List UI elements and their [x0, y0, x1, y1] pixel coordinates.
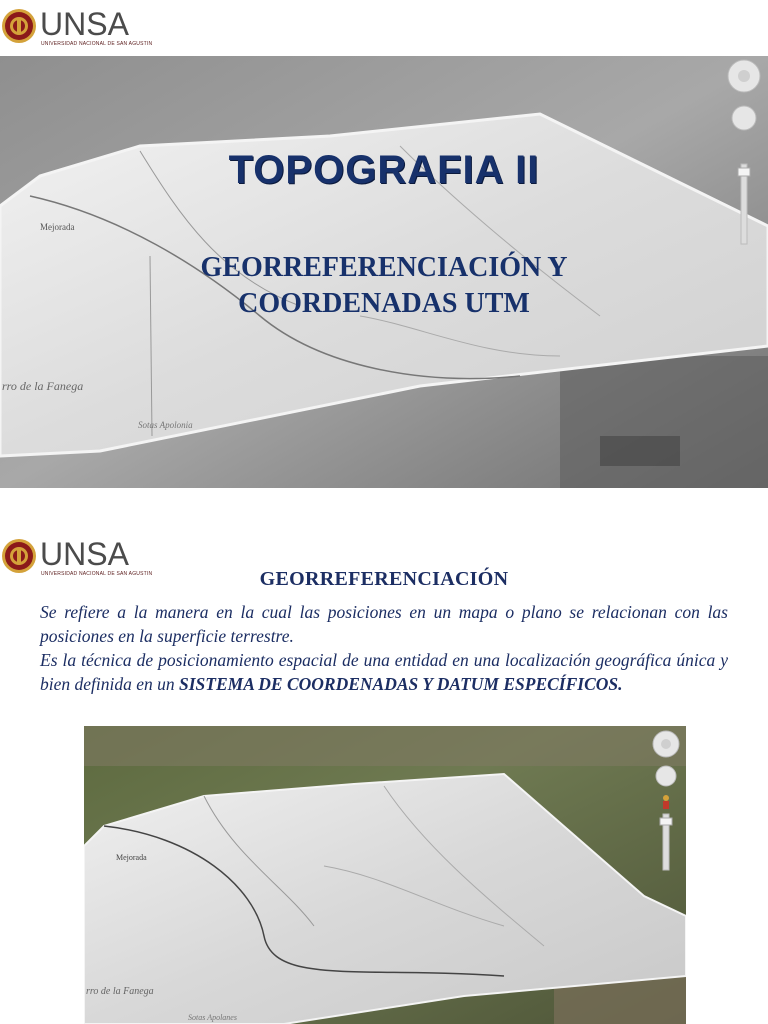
map-label-place: Sotas Apolonia — [138, 420, 193, 430]
slide-separator — [0, 488, 768, 512]
university-seal-icon — [0, 4, 38, 48]
paragraph-technique-bold: SISTEMA DE COORDENADAS Y DATUM ESPECÍFICOS — [179, 674, 619, 694]
unsa-logo — [0, 4, 153, 52]
paragraph-technique-text: Es la técnica de posicionamiento espacial de una entidad en una localización geográfica única y bien definida en un — [40, 650, 728, 694]
map-label-town: Mejorada — [116, 853, 147, 862]
paragraph-technique — [40, 648, 728, 696]
slide-subtitle — [0, 250, 768, 322]
section-heading: GEORREFERENCIACIÓN — [259, 568, 509, 590]
paragraph-definition: Se refiere a la manera en la cual las posiciones en un mapa o plano se relacionan con las posiciones en la superficie terrestre. — [40, 602, 728, 646]
logo-wordmark: UNSA — [40, 536, 129, 572]
terrain-map-image — [84, 726, 686, 1024]
logo-subtitle: UNIVERSIDAD NACIONAL DE SAN AGUSTIN — [41, 571, 153, 577]
street-view-pegman-icon[interactable] — [663, 795, 669, 809]
map-label-place: Sotas Apolanes — [188, 1013, 237, 1022]
title-slide — [0, 0, 768, 488]
logo-wordmark: UNSA — [40, 6, 129, 42]
map-label-hill: rro de la Fanega — [86, 986, 154, 997]
map-label-town: Mejorada — [40, 222, 75, 232]
navigation-compass-icon[interactable] — [728, 60, 760, 92]
paragraph-technique-end: . — [618, 674, 623, 694]
zoom-control-icon[interactable] — [732, 106, 756, 130]
map-label-hill: rro de la Fanega — [2, 379, 84, 393]
content-slide — [0, 512, 768, 1024]
slide-title: TOPOGRAFIA II — [228, 148, 540, 192]
logo-subtitle: UNIVERSIDAD NACIONAL DE SAN AGUSTIN — [41, 41, 153, 47]
body-paragraphs — [40, 600, 728, 696]
subtitle-line-2: COORDENADAS UTM — [238, 288, 530, 319]
subtitle-line-1: GEORREFERENCIACIÓN Y — [200, 252, 568, 283]
zoom-control-icon[interactable] — [656, 766, 676, 786]
navigation-compass-icon[interactable] — [653, 731, 679, 757]
